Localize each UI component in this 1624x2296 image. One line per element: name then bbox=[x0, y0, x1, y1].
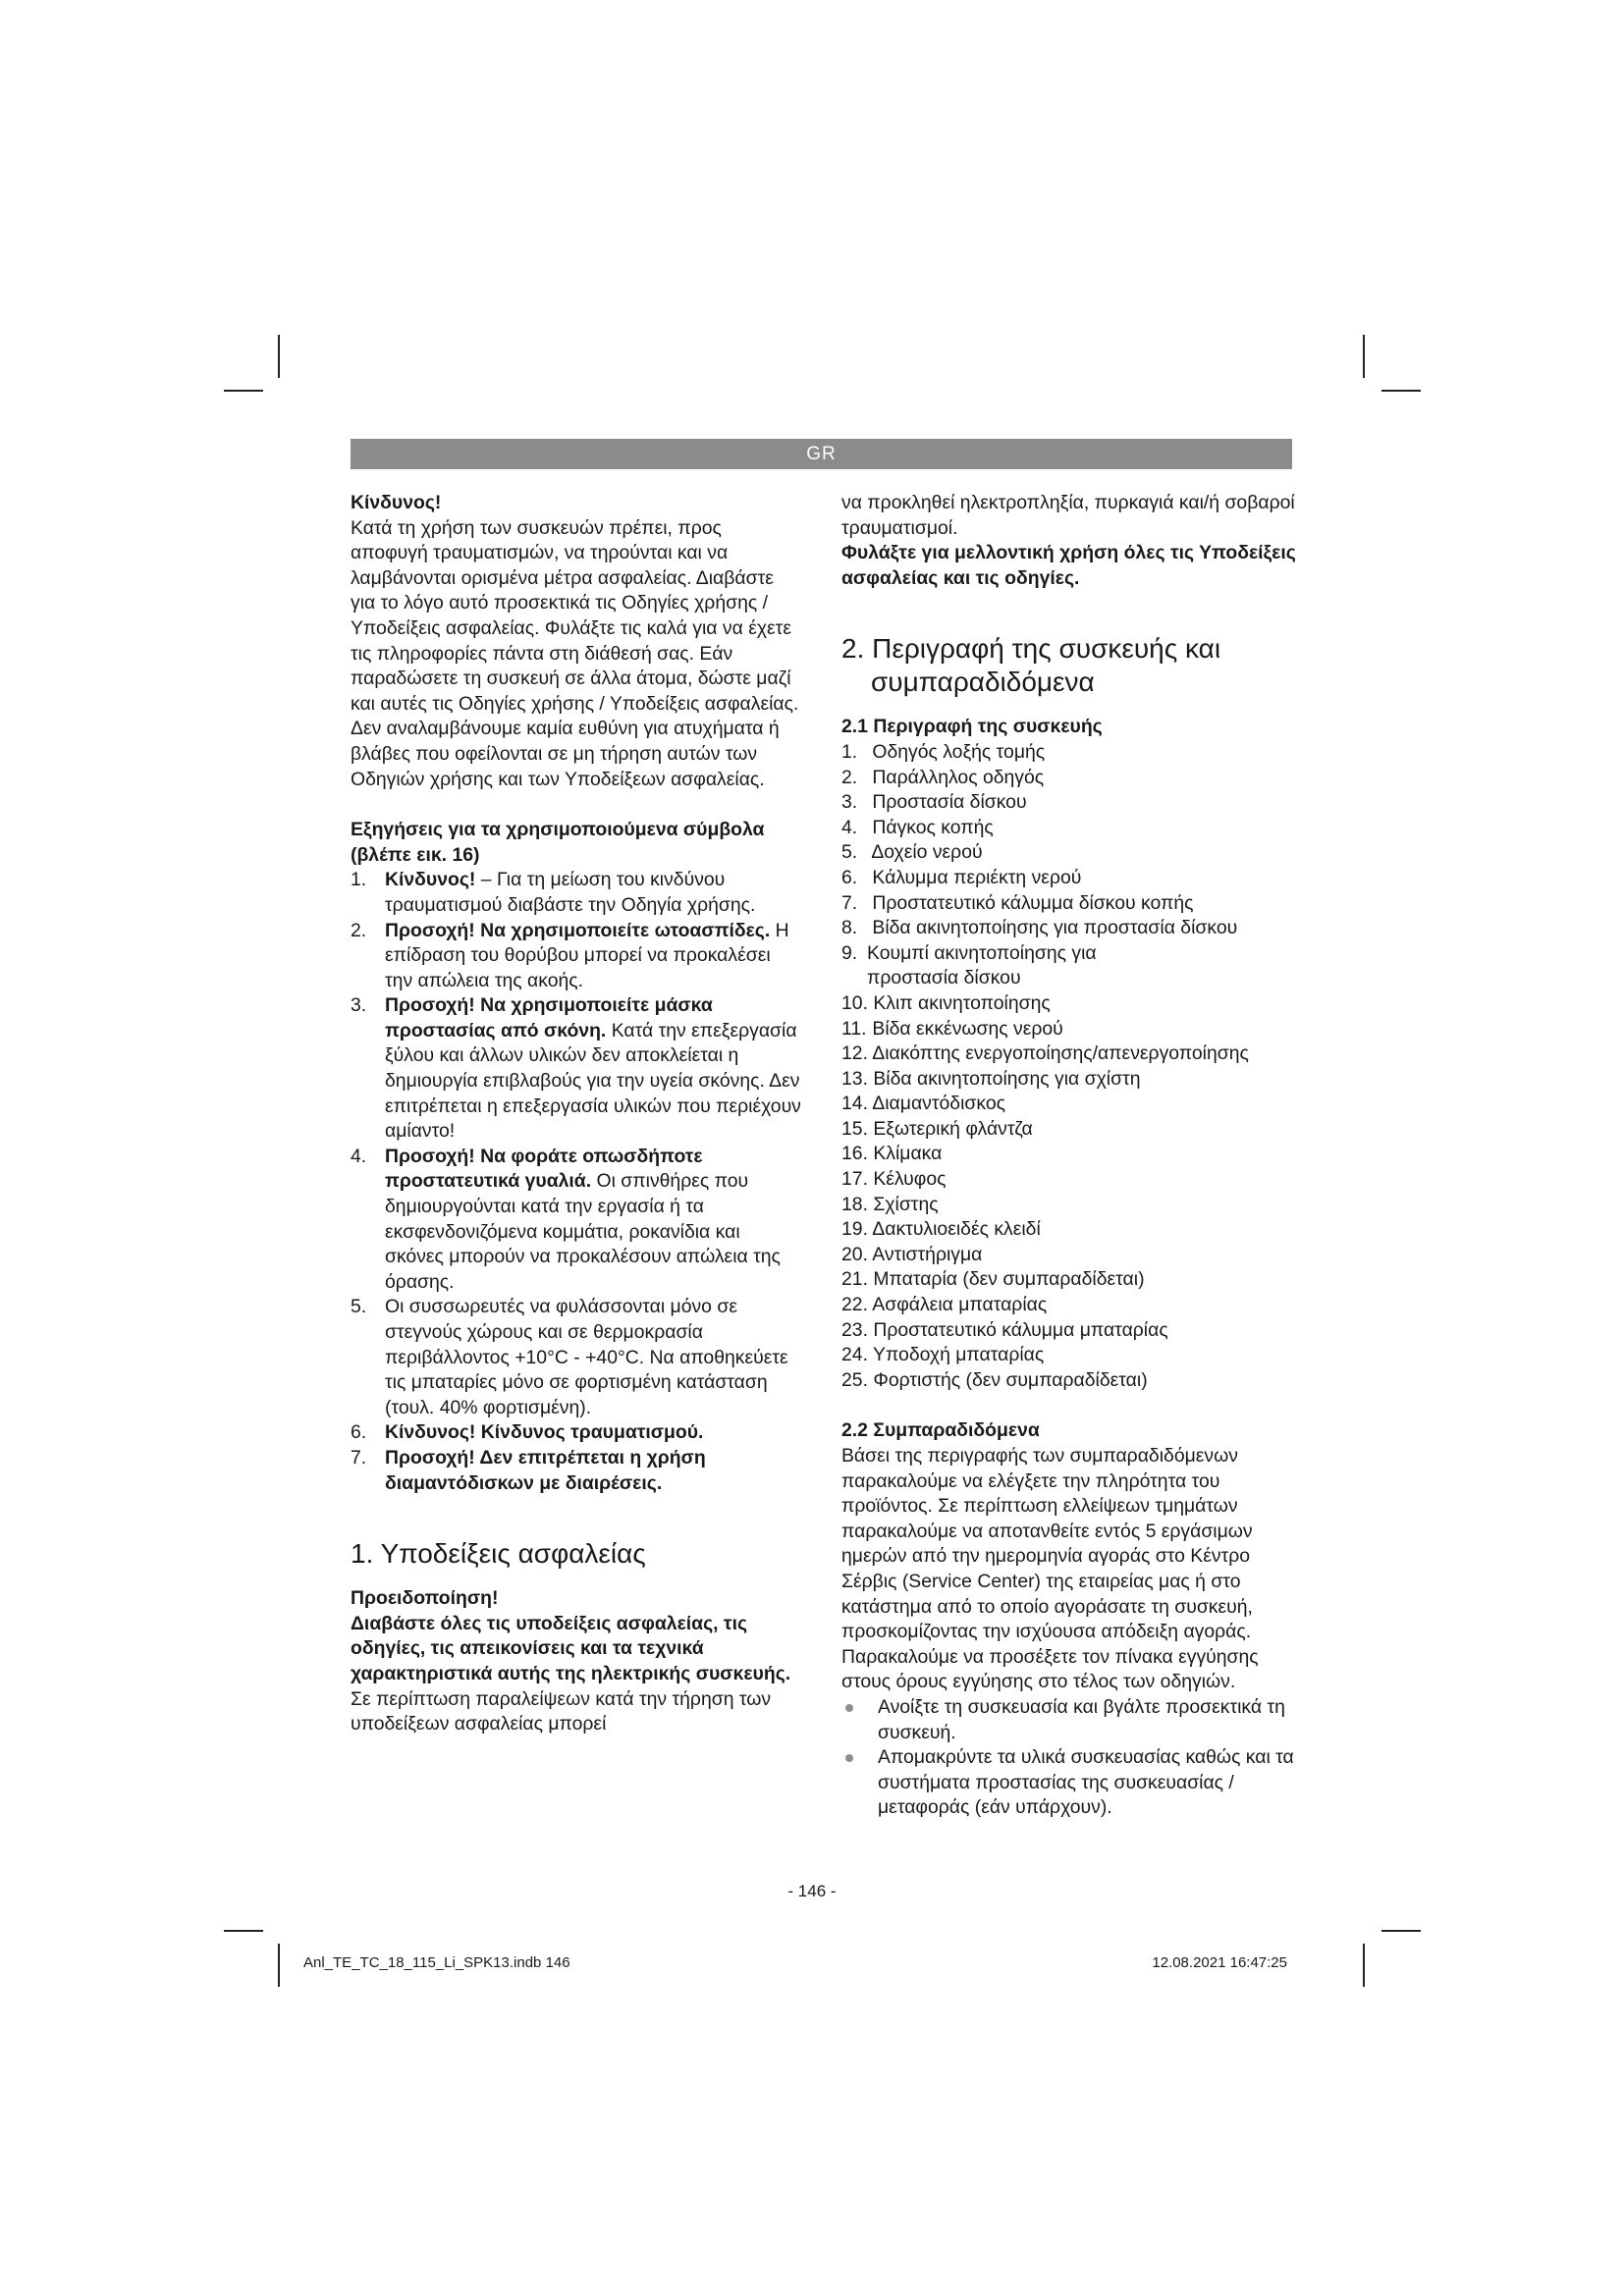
symbols-list bbox=[351, 868, 802, 1496]
footer-file-name: Anl_TE_TC_18_115_Li_SPK13.indb 146 bbox=[303, 1954, 570, 1971]
page-number: - 146 - bbox=[787, 1882, 837, 1900]
list-item: 20. Αντιστήριγμα bbox=[841, 1243, 983, 1265]
list-item: 25. Φορτιστής (δεν συμπαραδίδεται) bbox=[841, 1368, 1148, 1391]
list-item: 21. Μπαταρία (δεν συμπαραδίδεται) bbox=[841, 1268, 1145, 1291]
list-item: 1. Κίνδυνος! – Για τη μείωση του κινδύνου τραυματισμού διαβάστε την Οδηγία χρήσης. bbox=[351, 869, 756, 916]
list-item: 6. Κάλυμμα περιέκτη νερού bbox=[841, 866, 1082, 888]
section-1-title: 1. Υποδείξεις ασφαλείας bbox=[351, 1538, 646, 1570]
list-item: 3. Προσοχή! Να χρησιμοποιείτε μάσκα προστασίας από σκόνη. Κατά την επεξεργασία ξύλου και άλλων υλικών δεν αποκλείεται η δημιουργία επιβλαβούς για την υγεία σκόνης. Δεν επιτρέπεται η επεξεργασία υλικών που περιέχουν αμίαντο! bbox=[351, 994, 801, 1143]
crop-mark bbox=[278, 335, 280, 378]
list-item: 7. Προστατευτικό κάλυμμα δίσκου κοπής bbox=[841, 891, 1194, 914]
list-item: 24. Υποδοχή μπαταρίας bbox=[841, 1344, 1045, 1366]
list-item: 17. Κέλυφος bbox=[841, 1168, 947, 1191]
warning-text: Διαβάστε όλες τις υποδείξεις ασφαλείας, τις οδηγίες, τις απεικονίσεις και τα τεχνικά χαρακτηριστικά αυτής της ηλεκτρικής συσκευής. Σε περίπτωση παραλείψεων κατά την τήρηση των υποδείξεων ασφαλείας μπορεί bbox=[351, 1612, 791, 1735]
crop-mark bbox=[1381, 390, 1421, 392]
scope-of-delivery-text: Βάσει της περιγραφής των συμπαραδιδόμενων παρακαλούμε να ελέγξετε την πληρότητα του προϊόντος. Σε περίπτωση ελλείψεων τμημάτων παρακαλούμε να αποτανθείτε εντός 5 εργάσιμων ημερών από την ημερομηνία αγοράς στο Κέντρο Σέρβις (Service Center) της εταιρείας μας ή στο κατάστημα από το οποίο αγοράσατε τη συσκευή, προσκομίζοντας την ισχύουσα απόδειξη αγοράς. Παρακαλούμε να προσέξετε τον πίνακα εγγύησης στους όρους εγγύησης στο τέλος των οδηγιών. bbox=[841, 1445, 1259, 1693]
left-column bbox=[351, 491, 802, 1737]
list-item: 9. Κουμπί ακινητοποίησης για προστασία δίσκου bbox=[841, 941, 1097, 989]
list-item: 6. Κίνδυνος! Κίνδυνος τραυματισμού. bbox=[351, 1421, 704, 1444]
list-item: 18. Σχίστης bbox=[841, 1193, 939, 1215]
list-item: 4. Προσοχή! Να φοράτε οπωσδήποτε προστατευτικά γυαλιά. Οι σπινθήρες που δημιουργούνται κατά την εργασία ή τα εκσφενδονιζόμενα κομμάτια, ροκανίδια και σκόνες μπορούν να προκαλέσουν απώλεια της όρασης. bbox=[351, 1145, 781, 1293]
crop-mark bbox=[1363, 1944, 1365, 1987]
list-item: 16. Κλίμακα bbox=[841, 1143, 943, 1165]
list-item: 11. Βίδα εκκένωσης νερού bbox=[841, 1017, 1063, 1040]
list-item: 22. Ασφάλεια μπαταρίας bbox=[841, 1294, 1048, 1316]
list-item: 19. Δακτυλιοειδές κλειδί bbox=[841, 1218, 1041, 1241]
continued-text: να προκληθεί ηλεκτροπληξία, πυρκαγιά και/ή σοβαροί τραυματισμοί. bbox=[841, 492, 1295, 539]
list-item: 5. Δοχείο νερού bbox=[841, 841, 983, 864]
keep-instructions-text: Φυλάξτε για μελλοντική χρήση όλες τις Υποδείξεις ασφαλείας και τις οδηγίες. bbox=[841, 542, 1296, 589]
list-item: 14. Διαμαντόδισκος bbox=[841, 1093, 1005, 1115]
right-column bbox=[841, 491, 1308, 1821]
list-item: 15. Εξωτερική φλάντζα bbox=[841, 1117, 1033, 1140]
list-item: 4. Πάγκος κοπής bbox=[841, 816, 994, 838]
bullet-icon bbox=[845, 1754, 853, 1762]
subsection-2-2-title: 2.2 Συμπαραδιδόμενα bbox=[841, 1419, 1040, 1442]
danger-text: Κατά τη χρήση των συσκευών πρέπει, προς αποφυγή τραυματισμών, να τηρούνται και να λαμβάνονται ορισμένα μέτρα ασφαλείας. Διαβάστε για το λόγο αυτό προσεκτικά τις Οδηγίες χρήσης / Υποδείξεις ασφαλείας. Φυλάξτε τις καλά για να έχετε τις πληροφορίες πάντα στη διάθεσή σας. Εάν παραδώσετε τη συσκευή σε άλλα άτομα, δώστε μαζί και αυτές τις Οδηγίες χρήσης / Υποδείξεις ασφαλείας. Δεν αναλαμβάνουμε καμία ευθύνη για ατυχήματα ή βλάβες που οφείλονται σε μη τήρηση αυτών των Οδηγιών χρήσης και των Υποδείξεων ασφαλείας. bbox=[351, 516, 799, 790]
list-item: 8. Βίδα ακινητοποίησης για προστασία δίσκου bbox=[841, 917, 1238, 939]
list-item: 23. Προστατευτικό κάλυμμα μπαταρίας bbox=[841, 1318, 1168, 1341]
subsection-2-1-title: 2.1 Περιγραφή της συσκευής bbox=[841, 716, 1103, 738]
parts-list bbox=[841, 740, 1308, 1393]
list-item: 7. Προσοχή! Δεν επιτρέπεται η χρήση διαμαντόδισκων με διαιρέσεις. bbox=[351, 1446, 706, 1494]
crop-mark bbox=[224, 1930, 263, 1932]
crop-mark bbox=[1363, 335, 1365, 378]
danger-title: Κίνδυνος! bbox=[351, 492, 442, 513]
bullet-icon bbox=[845, 1704, 853, 1712]
list-item: 2. Προσοχή! Να χρησιμοποιείτε ωτοασπίδες. Η επίδραση του θορύβου μπορεί να προκαλέσει την απώλεια της ακοής. bbox=[351, 919, 789, 991]
list-item: Ανοίξτε τη συσκευασία και βγάλτε προσεκτικά τη συσκευή. bbox=[841, 1695, 1308, 1745]
list-item: Απομακρύντε τα υλικά συσκευασίας καθώς και τα συστήματα προστασίας της συσκευασίας / μεταφοράς (εάν υπάρχουν). bbox=[841, 1745, 1308, 1821]
list-item: 5. Οι συσσωρευτές να φυλάσσονται μόνο σε στεγνούς χώρους και σε θερμοκρασία περιβάλλοντος +10°C - +40°C. Να αποθηκεύετε τις μπαταρίες μόνο σε φορτισμένη κατάσταση (τουλ. 40% φορτισμένη). bbox=[351, 1296, 788, 1418]
list-item: 10. Κλιπ ακινητοποίησης bbox=[841, 991, 1051, 1014]
symbols-title: Εξηγήσεις για τα χρησιμοποιούμενα σύμβολα (βλέπε εικ. 16) bbox=[351, 819, 765, 866]
list-item: 1. Οδηγός λοξής τομής bbox=[841, 740, 1046, 763]
list-item: 13. Βίδα ακινητοποίησης για σχίστη bbox=[841, 1067, 1141, 1090]
list-item: 3. Προστασία δίσκου bbox=[841, 791, 1027, 814]
footer-timestamp: 12.08.2021 16:47:25 bbox=[1152, 1954, 1287, 1971]
warning-title: Προειδοποίηση! bbox=[351, 1587, 499, 1610]
language-header-bar: GR bbox=[351, 439, 1292, 469]
bullet-list bbox=[841, 1695, 1308, 1821]
list-item: 12. Διακόπτης ενεργοποίησης/απενεργοποίησης bbox=[841, 1042, 1249, 1065]
section-2-title: 2. Περιγραφή της συσκευής και συμπαραδιδόμενα bbox=[841, 633, 1221, 698]
list-item: 2. Παράλληλος οδηγός bbox=[841, 766, 1045, 788]
crop-mark bbox=[224, 390, 263, 392]
crop-mark bbox=[278, 1944, 280, 1987]
crop-mark bbox=[1381, 1930, 1421, 1932]
